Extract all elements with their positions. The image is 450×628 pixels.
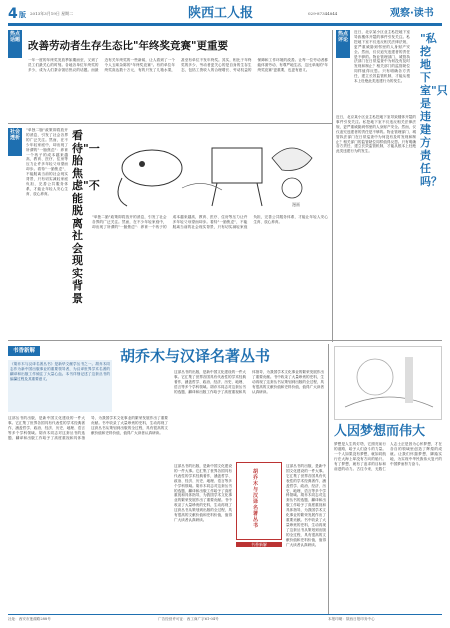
article4-tag-text: 热点评论 [337,31,348,43]
footer-left: 社址：西安市莲湖路288号 [8,617,51,621]
header-date: 2013年3月19日 星期二 [30,11,74,16]
article4-body-a: 近日，北京某小区业主私挖地下室导致楼体开裂的事件引发关注。私挖地下室不仅违反相关法律法规，更严重威胁到邻里的人身财产安全。然而，仅仅追究违建者的责任是不够的。物业管理部门、城管执法部门在日常巡查中为何没有及时发现和制止？相关部门的监管缺位同样值得反思。只有明确各方责任，建立长效监管机制，才能从根本上杜绝此类违建行为的发生。 [354,30,410,84]
article1-tag-text: 热点话题 [9,31,20,43]
article2-tag-text: 社会透析 [9,129,20,141]
article1-headline: 改善劳动者生存生态比"年终奖竞赛"更重要 [28,40,228,52]
article2-tag [8,128,22,156]
book-review-body-3: 这部丛书的出版，是新中国文化建设的一件大事。它汇集了世界各国具有代表性的学术经典著作，涵盖哲学、政治、经济、历史、地理、语言等多个学科领域。胡乔木同志对这套丛书的选题、翻译和出版工作给予了高度重视和具体指导，为我国学术文化事业的繁荣发展作出了重要贡献。书中收录了大量珍贵的史料，生动再现了这套丛书从策划到出版的全过程，具有很高的文献价值和史料价值，值得广大读者认真研读。 [174,464,232,522]
page-number: 4 [8,6,18,22]
article2-headline: 看待"一胎焦虑"不能脱离社会现实背景 [72,129,100,305]
book-cover [236,462,282,540]
cartoon [92,128,328,212]
divider [8,340,442,341]
paper-title: 陕西工人报 [188,6,254,21]
cartoon-caption: 漫画 [292,202,300,207]
book-review-body-2: 这部丛书的出版，是新中国文化建设的一件大事。它汇集了世界各国具有代表性的学术经典著作，涵盖哲学、政治、经济、历史、地理、语言等多个学科领域。胡乔木同志对这套丛书的选题、翻译和出版工作给予了高度重视和具体指导，为我国学术文化事业的繁荣发展作出了重要贡献。书中收录了大量珍贵的史料，生动再现了这套丛书从策划到出版的全过程，具有很高的文献价值和史料价值，值得广大读者认真研读。 [174,370,324,394]
article5-body: 梦想是人生的灯塔，它照亮前行的道路，给予人们奋斗的力量。一个人如果没有梦想，就如同航行在大海上却没有方向的船只。有了梦想，就有了追求的目标和前进的动力。古往今来，无数仁人志士正是因为心怀梦想，才在各自的领域里创造了辉煌的成就。让我们怀揣梦想，脚踏实地，为实现中华民族伟大复兴的中国梦而努力奋斗。 [334,442,442,471]
divider [8,123,332,124]
article4-tag [336,30,350,58]
footer [8,616,442,624]
book-spine-text: 胡乔木与汉译名著丛书 [253,469,259,529]
book-review-tag [8,346,40,356]
cartoon-drawing [92,128,328,212]
book-cover-caption: 书香新解 [236,542,282,547]
article5-headline: 人因梦想而伟大 [334,424,426,439]
article4-headline: "私挖地下室"只是违建方责任吗？ [420,32,448,188]
masthead-bar [8,23,442,26]
divider [328,344,329,614]
article4-body-b: 近日，北京某小区业主私挖地下室导致楼体开裂的事件引发关注。私挖地下室不仅违反相关法律法规，更严重威胁到邻里的人身财产安全。然而，仅仅追究违建者的责任是不够的。物业管理部门、城管执法部门在日常巡查中为何没有及时发现和制止？相关部门的监管缺位同样值得反思。只有明确各方责任，建立长效监管机制，才能从根本上杜绝此类违建行为的发生。 [336,115,416,154]
footer-center: 广告经营许可证：西工商广字61-04号 [158,617,219,621]
divider [332,30,333,342]
article2-body-b: "单独二胎"政策即将放开的消息，引发了社会各界的广泛关注。然而，在不少年轻家庭中，却出现了所谓的"一胎焦虑"：养育一个孩子的成本越来越高，教育、医疗、住房等压力让许多年轻父母望而却步。看待"一胎焦虑"，不能脱离当前的社会现实背景，只有切实减轻家庭负担，完善公共服务体系，才能让年轻人安心生育、放心养育。 [92,215,328,229]
book-review-body: 这部丛书的出版，是新中国文化建设的一件大事。它汇集了世界各国具有代表性的学术经典著作，涵盖哲学、政治、经济、历史、地理、语言等多个学科领域。胡乔木同志对这套丛书的选题、翻译和出版工作给予了高度重视和具体指导，为我国学术文化事业的繁荣发展作出了重要贡献。书中收录了大量珍贵的史料，生动再现了这套丛书从策划到出版的全过程，具有很高的文献价值和史料价值，值得广大读者认真研读。 [8,416,168,440]
page-suffix: 版 [19,11,26,19]
book-review-headline: 胡乔木与汉译名著丛书 [120,347,271,365]
header-tel: 029-87344844 [308,11,338,16]
book-review-intro: 《胡乔木与汉译名著丛书》是新华文献学丛书之一。胡乔木同志作为新中国出版事业的重要领导者，为汉译世界学术名著的翻译和出版工作倾注了大量心血。本书详细记述了这套丛书的编纂过程及其重要意义。 [8,360,112,412]
article1-body: 一年一度的年终奖发放季如期而至，又到了员工们最关心的时刻。各地各单位年终奖的多少，成为人们茶余饭后热议的话题。而最近有关年终奖的一些新闻，让人看到了一个令人五味杂陈的"年终奖竞赛"。有的单位年终奖高达数十万元，有的只发了几箱水果，甚至有单位不发年终奖。其实，相比于年终奖的多少，劳动者更关心的是自身的生存生态，包括工资收入的合理增长、劳动权益的保障和工作环境的改善。让每一位劳动者都能体面劳动、有尊严地生活，这比单纯的"年终奖竞赛"更重要，也更有意义。 [28,58,328,72]
book-review-tag-text: 书香新解 [12,348,35,354]
section-title: 观察·读书 [390,8,434,19]
footer-right: 本报印刷：陕西日报印务中心 [328,617,375,621]
article1-tag [8,30,22,58]
masthead [8,6,442,22]
footer-bar [8,614,442,615]
article2-body-a: "单独二胎"政策即将放开的消息，引发了社会各界的广泛关注。然而，在不少年轻家庭中，却出现了所谓的"一胎焦虑"：养育一个孩子的成本越来越高，教育、医疗、住房等压力让许多年轻父母望而却步。看待"一胎焦虑"，不能脱离当前的社会现实背景，只有切实减轻家庭负担，完善公共服务体系，才能让年轻人安心生育、放心养育。 [26,128,68,196]
poster-drawing [335,347,443,421]
poster [334,346,442,420]
book-review-body-4: 这部丛书的出版，是新中国文化建设的一件大事。它汇集了世界各国具有代表性的学术经典著作，涵盖哲学、政治、经济、历史、地理、语言等多个学科领域。胡乔木同志对这套丛书的选题、翻译和出版工作给予了高度重视和具体指导，为我国学术文化事业的繁荣发展作出了重要贡献。书中收录了大量珍贵的史料，生动再现了这套丛书从策划到出版的全过程，具有很高的文献价值和史料价值，值得广大读者认真研读。 [286,464,326,547]
